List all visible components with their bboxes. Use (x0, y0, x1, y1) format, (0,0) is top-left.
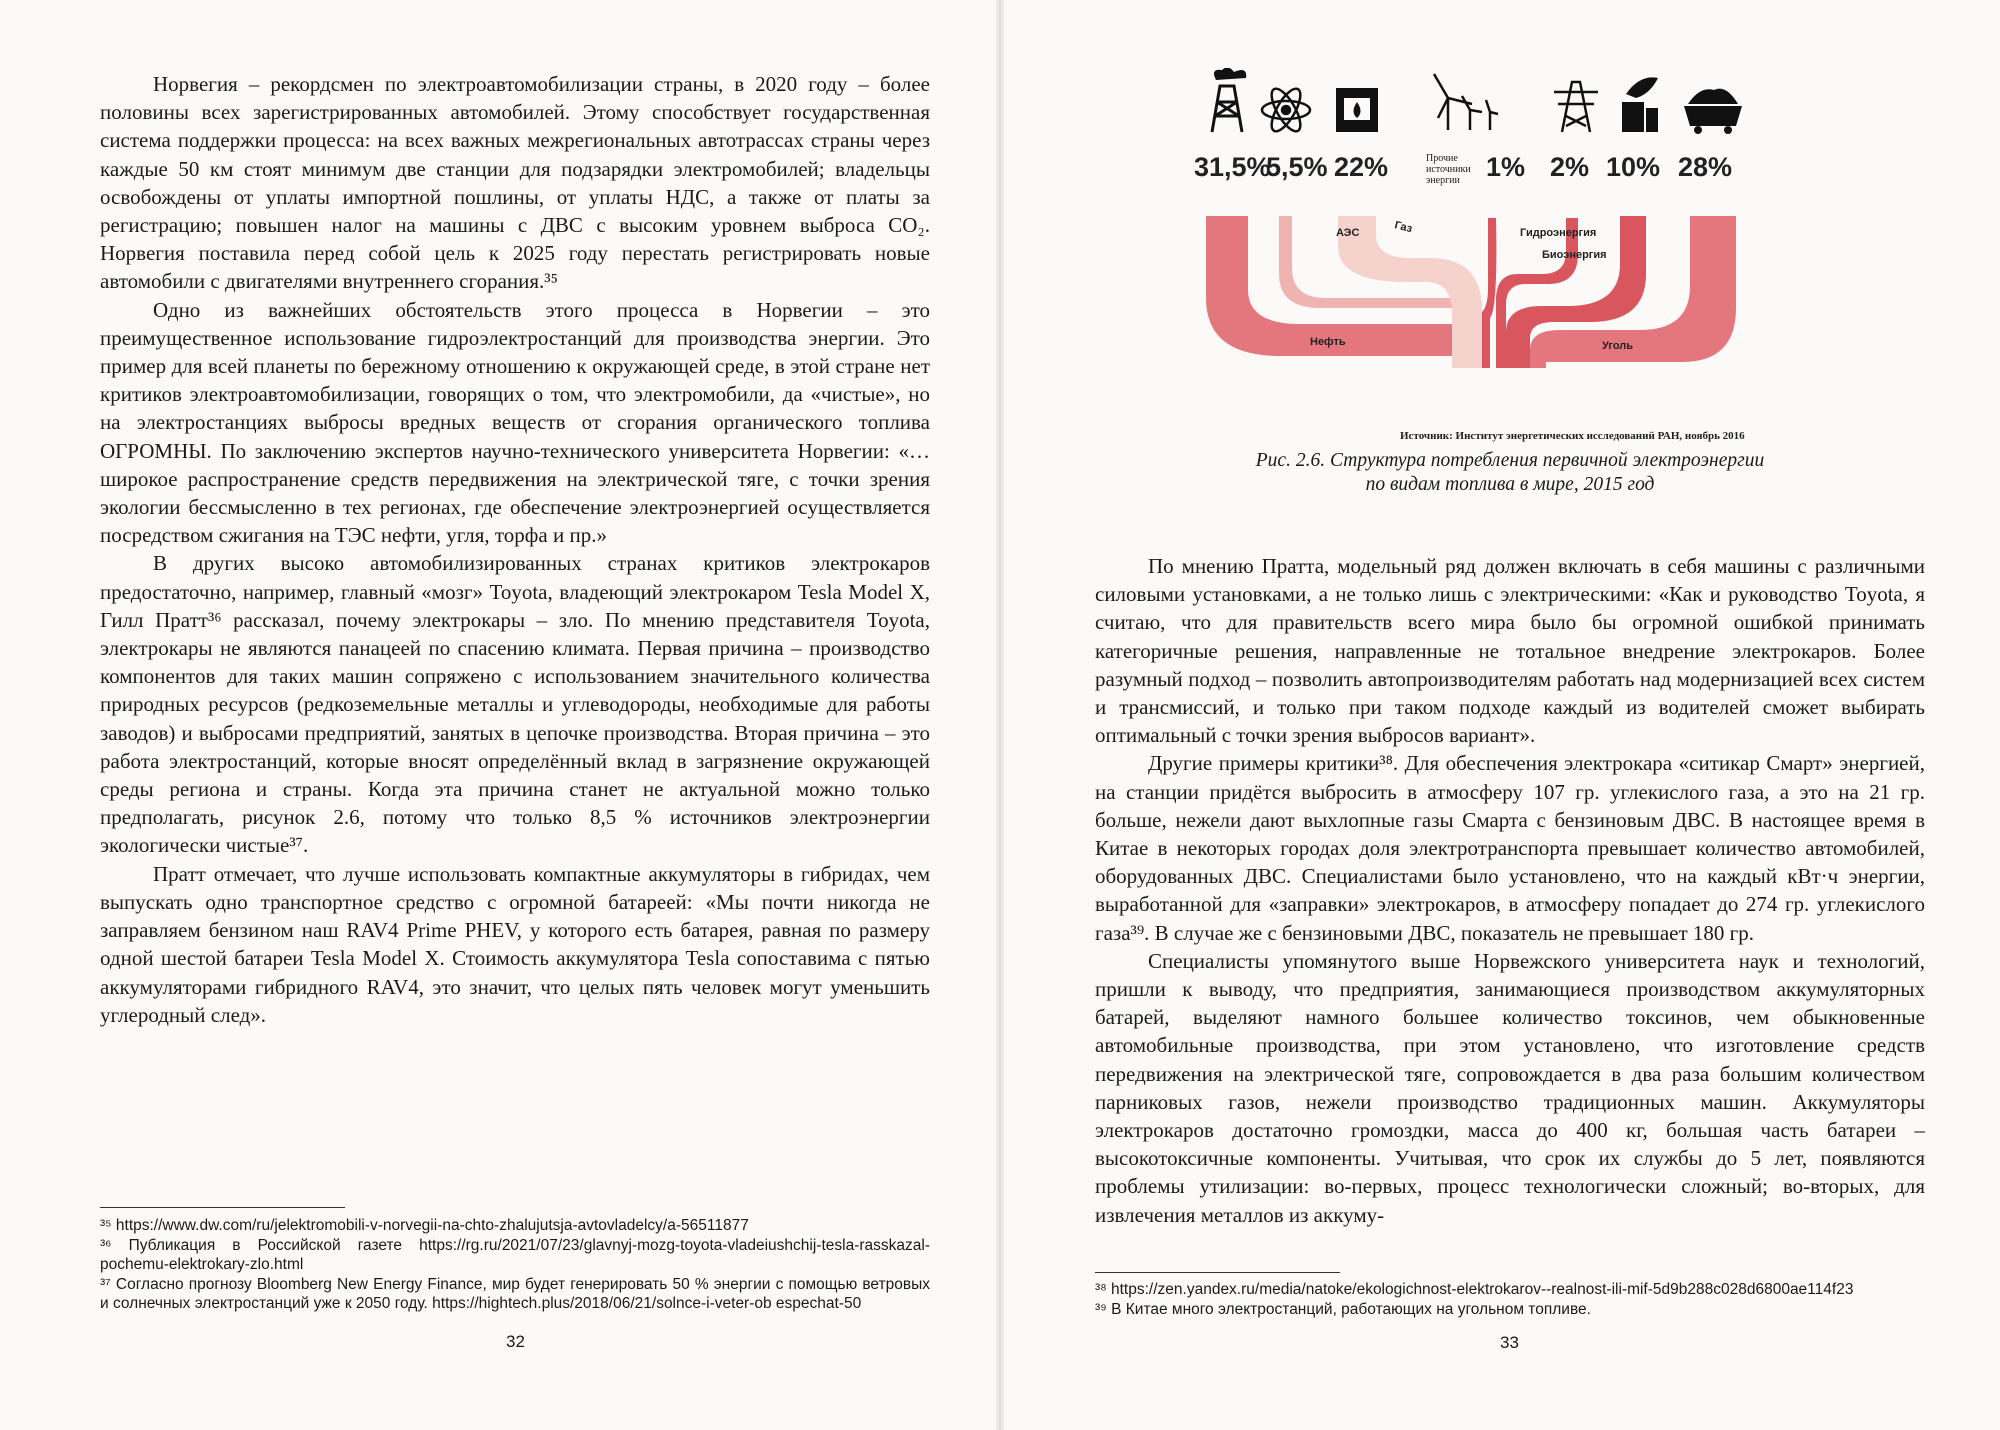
label-bio: Биоэнергия (1542, 249, 1607, 261)
page-number: 33 (1500, 1333, 1519, 1352)
other-label-1: Прочие (1426, 153, 1458, 164)
figure-source: Источник: Институт энергетических исследований РАН, ноябрь 2016 (1400, 430, 1745, 442)
paragraph: Одно из важнейших обстоятельств этого процесса в Норвегии – это преимущественное использование гидроэлектростанций для производства энергии. Это пример для всей планеты по бережному отношению к окружающей среде, в этой стране нет критиков электроавтомобилизации, говорящих о том, что электромобили, да «чистые», но на электростанциях выбросы вредных веществ от сгорания органического топлива ОГРОМНЫ. По заключению экспертов научно-технического университета Норвегии: «…широкое распространение средств передвижения на электрической тяге, с точки зрения экологии бессмысленно в тех регионах, где обеспечение электроэнергией осуществляется посредством сжигания на ТЭС нефти, угля, торфа и пр.» (100, 297, 930, 548)
pct-nuclear: 5,5% (1266, 152, 1328, 182)
footnote-35: ³⁵ https://www.dw.com/ru/jelektromobili-v-norvegii-na-chto-zhalujutsja-avtovladelcy/a-56511877 (100, 1217, 749, 1234)
pct-bio: 10% (1606, 152, 1661, 182)
footnote-37: ³⁷ Согласно прогнозу Bloomberg New Energy Finance, мир будет генерировать 50 % энергии с помощью ветровых и солнечных электростанций уже к 2050 году. https://hightech.plus/2018/06/21/solnce-i-veter-ob espechat-50 (100, 1275, 930, 1312)
left-page-body (100, 70, 930, 1029)
caption-line-1: Рис. 2.6. Структура потребления первичной электроэнергии (1255, 450, 1765, 471)
label-gas: Газ (1393, 219, 1414, 236)
paragraph: Пратт отмечает, что лучше использовать компактные аккумуляторы в гибридах, чем выпускать одно транспортное средство с огромной батареей: «Мы почти никогда не заправляем бензином наш RAV4 Prime PHEV, у которого есть батарея, равная по размеру одной шестой батареи Tesla Model X. Стоимость аккумулятора Tesla сопоставима с пятью аккумуляторами гибридного RAV4, это значит, что целых пять человек могут уменьшить углеродный след». (100, 861, 930, 1027)
right-page-body (1095, 552, 1925, 1229)
pct-coal: 28% (1678, 152, 1733, 182)
paragraph: Другие примеры критики³⁸. Для обеспечения электрокара «ситикар Смарт» энергией, на станции придётся выбросить в атмосферу 107 гр. углекислого газа, а это на 21 гр. больше, нежели дают выхлопные газы Смарта с бензиновым ДВС. В настоящее время в Китае в некоторых городах доля электротранспорта превышает количество автомобилей, оборудованных ДВС. Специалистами было установлено, что на каждый кВт·ч энергии, выработанной для «заправки» электрокаров, в атмосферу попадает до 274 гр. углекислого газа³⁹. В случае же с бензиновыми ДВС, показатель не превышает 180 гр. (1095, 751, 1925, 945)
footnotes (100, 1216, 930, 1314)
footnote-separator (1095, 1272, 1340, 1273)
caption-line-2: по видам топлива в мире, 2015 год (1365, 474, 1655, 495)
other-label-2: источники (1426, 164, 1471, 175)
footnote-39: ³⁹ В Китае много электростанций, работающих на угольном топливе. (1095, 1300, 1591, 1318)
pct-hydro: 2% (1550, 152, 1590, 182)
footnote-separator (100, 1207, 345, 1208)
footnote-38: ³⁸ https://zen.yandex.ru/media/natoke/ekologichnost-elektrokarov--realnost-ili-mif-5d9b288c028d6800ae114f23 (1095, 1281, 1854, 1298)
page-number: 32 (506, 1332, 525, 1351)
paragraph: Специалисты упомянутого выше Норвежского университета наук и технологий, пришли к выводу, что предприятия, занимающиеся производством аккумуляторных батарей, выделяют намного большее количество токсинов, чем обыкновенные автомобильные производства, при этом установлено, что изготовление средств передвижения на электрической тяге, сопровождается в два раза большим количеством парниковых газов, нежели производство традиционных машин. Аккумуляторы электрокаров достаточно громоздки, масса до 400 кг, большая часть батареи – высокотоксичные компоненты. Учитывая, что срок их службы до 5 лет, появляются проблемы утилизации: во-первых, процесс технологически сложный; во-вторых, для извлечения металлов из аккуму- (1095, 948, 1925, 1227)
label-coal: Уголь (1602, 340, 1634, 352)
label-hydro: Гидроэнергия (1520, 227, 1597, 239)
pct-other: 1% (1486, 152, 1526, 182)
paragraph: Норвегия – рекордсмен по электроавтомобилизации страны, в 2020 году – более половины всех зарегистрированных автомобилей. Этому способствует государственная система поддержки процесса: на всех важных межрегиональных автотрассах страны через каждые 50 км стоят минимум две станции для подзарядки электромобилей; владельцы освобождены от уплаты импортной пошлины, от уплаты НДС, а также от платы за регистрацию; повышен налог на машины с ДВС с высоким уровнем выброса СО₂. Норвегия поставила перед собой цель к 2025 году перестать регистрировать новые автомобили с двигателями внутреннего сгорания.³⁵ (100, 72, 930, 294)
paragraph: По мнению Пратта, модельный ряд должен включать в себя машины с различными силовыми установками, а не только лишь с электрическими: «Как и руководство Toyota, я считаю, что для правительств всего мира было бы огромной ошибкой принимать категоричные решения, направленные не тотальное внедрение электрокаров. Более разумный подход – позволить автопроизводителям работать над модернизацией всех систем и трансмиссий, и только при таком подходе каждый из водителей сможет выбирать оптимальный с точки зрения выбросов вариант». (1095, 554, 1925, 748)
pct-gas: 22% (1334, 152, 1389, 182)
footnote-36: ³⁶ Публикация в Российской газете https://rg.ru/2021/07/23/glavnyj-mozg-toyota-vladeiushchij-tesla-rasskazal-pochemu-elektrokary-zlo.html (100, 1236, 930, 1273)
paragraph: В других высоко автомобилизированных странах критиков электрокаров предостаточно, например, главный «мозг» Toyota, владеющий электрокаром Tesla Model X, Гилл Пратт³⁶ рассказал, почему электрокары – зло. По мнению представителя Toyota, электрокары не являются панацеей по спасению климата. Первая причина – производство компонентов для таких машин сопряжено с использованием значительного количества природных ресурсов (редкоземельные металлы и углеводороды, необходимые для работы заводов) и выбросами предприятий, занятых в цепочке производства. Вторая причина – это работа электростанций, которые вносят определённый вклад в загрязнение окружающей среды региона и страны. Когда эта причина станет не актуальной можно только предполагать, рисунок 2.6, потому что только 8,5 % источников электроэнергии экологически чистые³⁷. (100, 551, 930, 858)
label-nuclear: АЭС (1336, 227, 1360, 239)
energy-structure-figure (1170, 68, 1850, 448)
gas-furnace-icon (1336, 88, 1378, 132)
footnotes (1095, 1280, 1925, 1319)
book-gutter (996, 0, 1004, 1430)
pct-oil: 31,5% (1194, 152, 1271, 182)
label-oil: Нефть (1310, 336, 1346, 348)
other-label-3: энергии (1426, 175, 1460, 186)
figure-caption (1130, 449, 1890, 497)
